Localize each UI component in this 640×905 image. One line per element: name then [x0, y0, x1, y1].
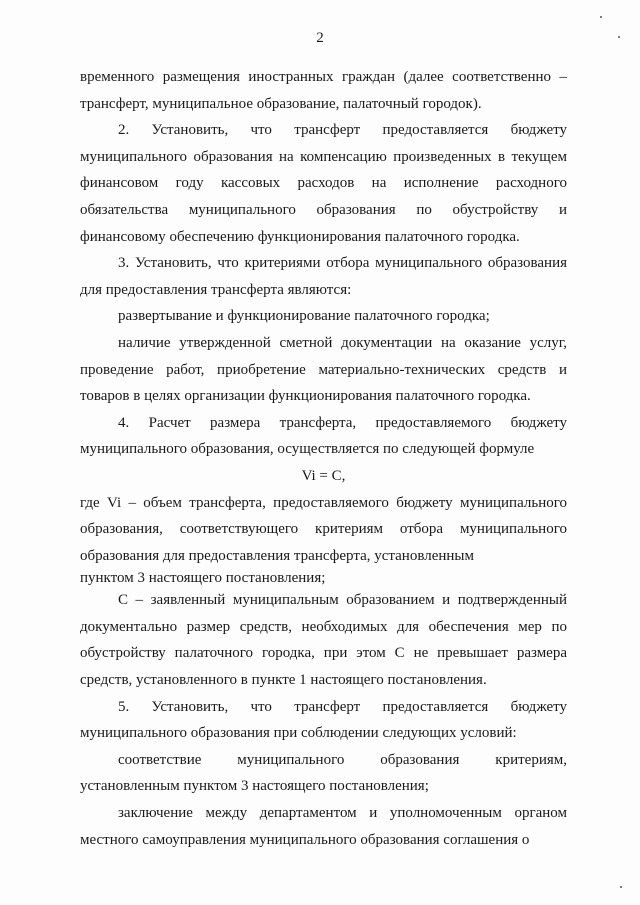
document-body — [80, 64, 567, 853]
paragraph: развертывание и функционирование палаточного городка; — [118, 308, 490, 325]
scan-speck — [618, 36, 620, 38]
page-number: 2 — [316, 30, 324, 46]
paragraph: 2. Установить, что трансферт предоставляется бюджету муниципального образования на компенсацию произведенных в текущем финансовом году кассовых расходов на исполнение расходного обязательства муниципального образования по обустройству и финансовому обеспечению функционирования палаточного городка. — [80, 122, 567, 245]
paragraph: где Vi – объем трансферта, предоставляемого бюджету муниципального образования, соответствующего критериям отбора муниципального образования для предоставления трансферта, установленным — [80, 494, 567, 564]
paragraph: соответствие муниципального образования критериям, установленным пунктом 3 настоящего постановления; — [80, 751, 567, 795]
paragraph: 4. Расчет размера трансферта, предоставляемого бюджету муниципального образования, осуществляется по следующей формуле — [80, 414, 567, 458]
paragraph: пунктом 3 настоящего постановления; — [80, 570, 326, 587]
formula: Vi = C, — [301, 467, 346, 484]
scan-speck — [620, 886, 622, 888]
paragraph: С – заявленный муниципальным образованием и подтвержденный документально размер средств, необходимых для обеспечения мер по обустройству палаточного городка, при этом С не превышает размера средств, установленного в пункте 1 настоящего постановления. — [80, 592, 567, 689]
paragraph: наличие утвержденной сметной документации на оказание услуг, проведение работ, приобретение материально-технических средств и товаров в целях организации функционирования палаточного городка. — [80, 334, 567, 405]
paragraph: заключение между департаментом и уполномоченным органом местного самоуправления муниципального образования соглашения о — [80, 805, 567, 848]
scan-speck — [600, 16, 602, 18]
paragraph: 3. Установить, что критериями отбора муниципального образования для предоставления трансферта являются: — [80, 255, 567, 298]
paragraph: 5. Установить, что трансферт предоставляется бюджету муниципального образования при соблюдении следующих условий: — [80, 698, 567, 742]
paragraph: временного размещения иностранных граждан (далее соответственно – трансферт, муниципальное образование, палаточный городок). — [80, 69, 567, 112]
